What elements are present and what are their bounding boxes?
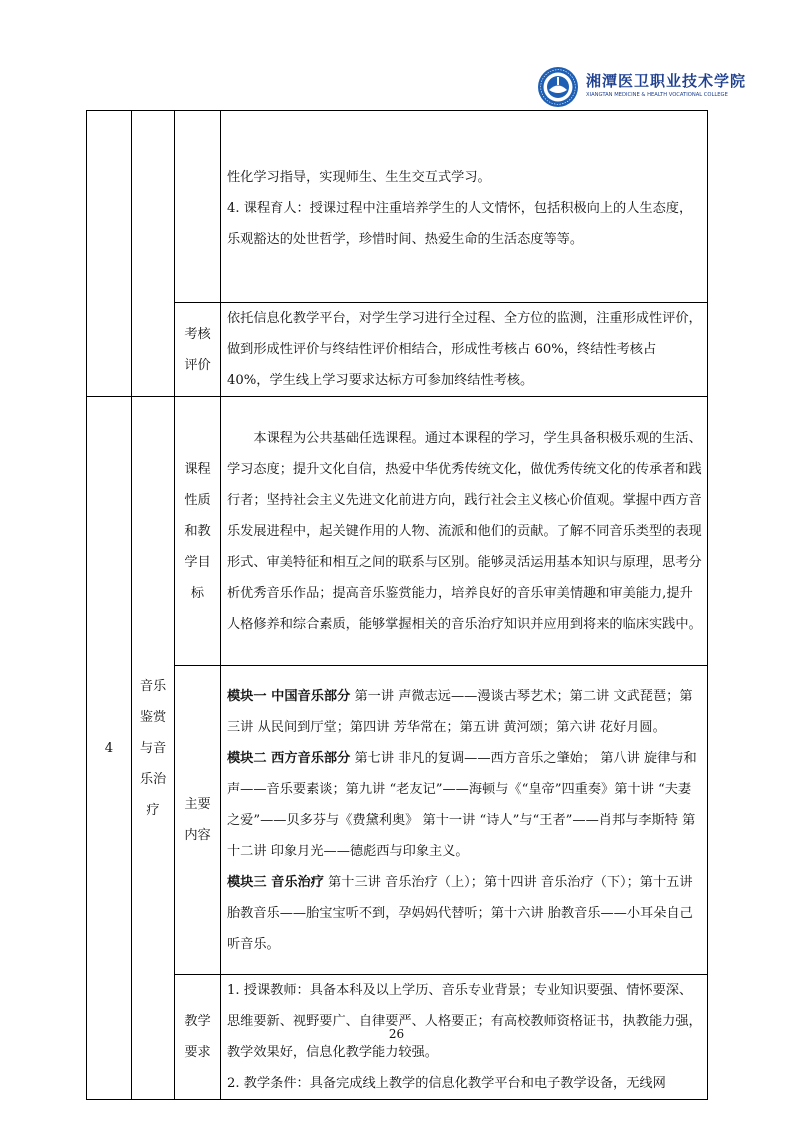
continuation-row	[87, 111, 708, 303]
main-content-row	[87, 666, 708, 975]
continuation-content	[221, 111, 708, 303]
empty-index-cell	[87, 111, 132, 397]
module-3-text: 第十三讲 音乐治疗（上）；第十四讲 音乐治疗（下）；第十五讲 胎教音乐——胎宝宝听不到，孕妈妈代替听；第十六讲 胎教音乐——小耳朵自己听音乐。	[227, 874, 693, 952]
module-3	[227, 867, 702, 960]
college-name: 湘潭医卫职业技术学院	[586, 72, 747, 90]
module-1-text: 第一讲 声微志远——漫谈古琴艺术；第二讲 文武琵琶；第三讲 从民间到厅堂；第四讲 芳华常在；第五讲 黄河颂；第六讲 花好月圆。	[227, 688, 693, 735]
teaching-req-label: 教学 要求	[175, 975, 221, 1100]
module-2-text: 第七讲 非凡的复调——西方音乐之肇始； 第八讲 旋律与和声——音乐要素谈；第九讲 “老友记”——海顿与《“皇帝”四重奏》第十讲 “夫妻之爱”——贝多芬与《费黛利奥》 第十一讲 “诗人”与“王者”——肖邦与李斯特 第十二讲 印象月光——德彪西与印象主义。	[227, 750, 697, 859]
empty-name-cell	[132, 111, 175, 397]
assessment-label: 考核 评价	[175, 303, 221, 397]
goals-paragraph: 本课程为公共基础任选课程。通过本课程的学习，学生具备积极乐观的生活、学习态度；提升文化自信，热爱中华优秀传统文化，做优秀传统文化的传承者和践行者；坚持社会主义先进文化前进方向，践行社会主义核心价值观。掌握中西方音乐发展进程中，起关键作用的人物、流派和他们的贡献。了解不同音乐类型的表现形式、审美特征和相互之间的联系与区别。能够灵活运用基本知识与原理，思考分析优秀音乐作品；提高音乐鉴赏能力，培养良好的音乐审美情趣和审美能力,提升人格修养和综合素质，能够掌握相关的音乐治疗知识并应用到将来的临床实践中。	[227, 430, 702, 632]
course-name: 音乐 鉴赏 与音 乐治 疗	[132, 397, 175, 1100]
assessment-content: 依托信息化教学平台，对学生学习进行全过程、全方位的监测，注重形成性评价，做到形成性评价与终结性评价相结合，形成性考核占 60%，终结性考核占 40%，学生线上学习要求达标方可参加终结性考核。	[221, 303, 708, 397]
assessment-row	[87, 303, 708, 397]
course-index: 4	[87, 397, 132, 1100]
goals-content	[221, 397, 708, 666]
teaching-req-item-1: 1. 授课教师：具备本科及以上学历、音乐专业背景；专业知识要强、情怀要深、思维要新、视野要广、自律要严、人格要正；有高校教师资格证书，执教能力强，教学效果好，信息化教学能力较强。	[227, 983, 702, 1060]
module-3-title: 模块三 音乐治疗	[227, 874, 324, 890]
page-number: 26	[388, 1027, 405, 1041]
module-2-title: 模块二 西方音乐部分	[227, 750, 351, 766]
goals-label: 课程 性质 和教 学目 标	[175, 397, 221, 666]
empty-label-cell	[175, 111, 221, 303]
course-ideology-paragraph: 4. 课程育人：授课过程中注重培养学生的人文情怀，包括积极向上的人生态度，乐观豁达的处世哲学，珍惜时间、热爱生命的生活态度等等。	[227, 201, 693, 247]
college-name-en: XIANGTAN MEDICINE & HEALTH VOCATIONAL COLLEGE	[586, 92, 728, 98]
course-table	[86, 110, 708, 1100]
module-1	[227, 681, 702, 743]
module-1-title: 模块一 中国音乐部分	[227, 688, 351, 704]
main-content	[221, 666, 708, 975]
main-content-label: 主要 内容	[175, 666, 221, 975]
continuation-line: 性化学习指导，实现师生、生生交互式学习。	[227, 170, 491, 185]
module-2	[227, 743, 702, 867]
college-logo-icon	[537, 66, 579, 108]
course-goals-row	[87, 397, 708, 666]
teaching-req-item-2: 2. 教学条件：具备完成线上教学的信息化教学平台和电子教学设备，无线网	[227, 1076, 666, 1091]
